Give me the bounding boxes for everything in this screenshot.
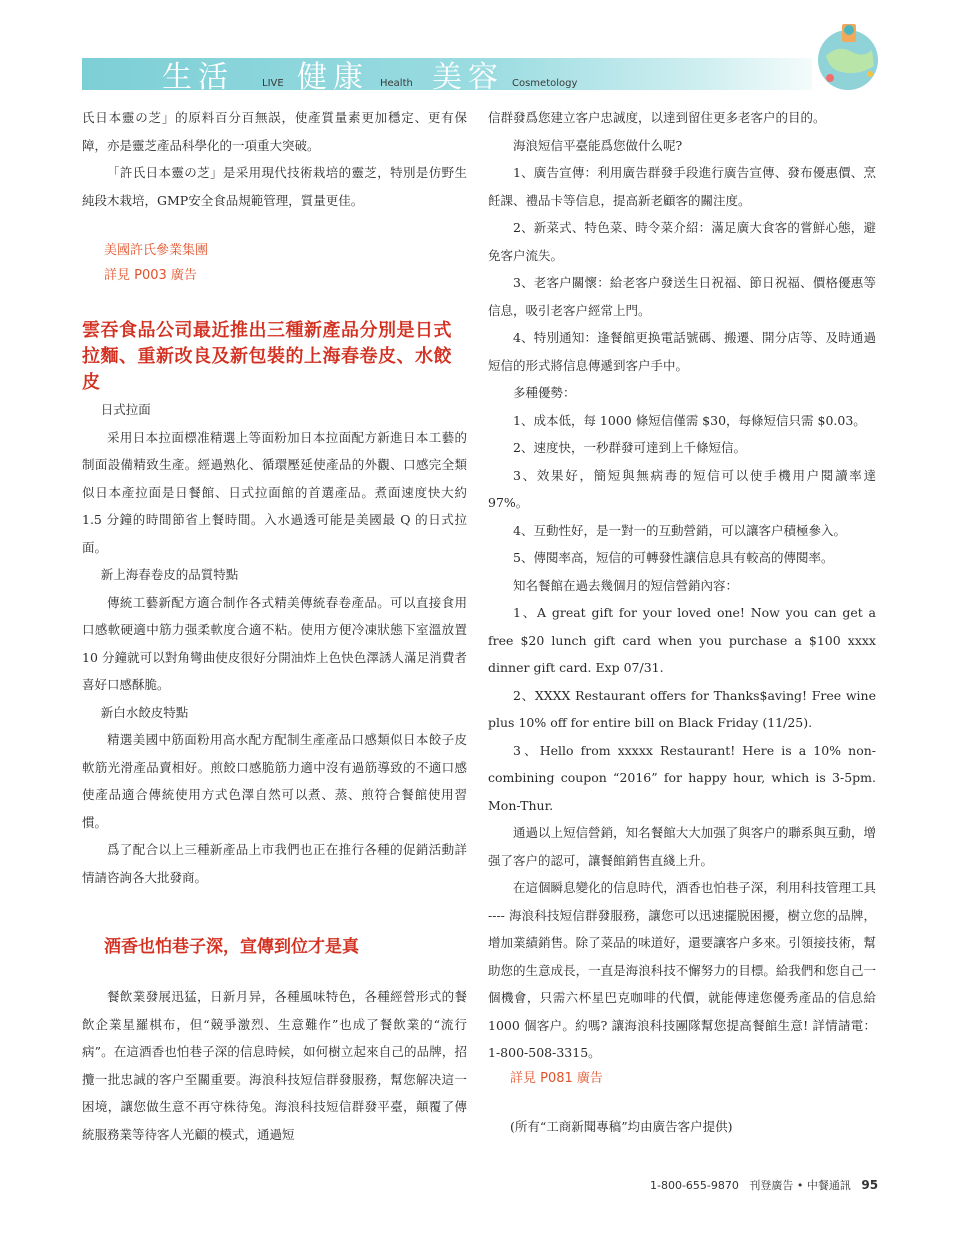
right-paragraph-intro: 信群發爲您建立客户忠誠度，以達到留住更多老客户的目的。 [488,110,826,125]
list-item: 4、特別通知：逢餐館更换電話號碼、搬遷、開分店等、及時通過短信的形式將信息傳遞到客户手中。 [488,330,876,373]
left-column-products [82,396,467,891]
right-question: 海浪短信平臺能爲您做什么呢? [513,137,683,153]
footer-phone: 1-800-655-9870 [650,1179,739,1192]
advantages-title: 多種優勢： [513,385,576,400]
globe-illustration-icon [808,16,888,96]
page-number: 95 [861,1178,879,1192]
section-title-springroll: 新上海春卷皮的品質特點 [100,567,239,582]
right-column [488,104,876,1067]
left-paragraph-sms: 餐飲業發展迅猛，日新月异，各種風味特色，各種經營形式的餐飲企業星羅棋布，但“競爭激烈、生意難作”也成了餐飲業的“流行病”。在這酒香也怕巷子深的信息時候，如何樹立起來自己的品牌，招攬一批忠誠的客户至關重要。海浪科技短信群發服務，幫您解决這一困境，讓您做生意不再守株待兔。海浪科技短信群發平臺，顛覆了傳統服務業等待客人光顧的模式，通過短 [82,989,467,1142]
section-body-ramen: 采用日本拉面標准精選上等面粉加日本拉面配方新進日本工藝的制面設備精致生產。經過熟化、循環壓延使產品的外觀、口感完全類似日本產拉面是日餐館、日式拉面館的首選產品。煮面速度快大約 1.5 分鐘的時間節省上餐時間。入水過透可能是美國最 Q 的日式拉面。 [82,429,467,555]
list-item: 1、廣告宣傳：利用廣告群發手段進行廣告宣傳、發布優惠價、烹飪課、禮品卡等信息，提高新老顧客的關注度。 [488,165,876,208]
list-item: 2、新菜式、特色菜、時令菜介紹：滿足廣大食客的嘗鮮心態，避免客户流失。 [488,220,876,263]
example-sms: 2、XXXX Restaurant offers for Thanks$aving! Free wine plus 10% off for entire bill on Black Friday (11/25). [488,687,876,730]
left-paragraph-intro: 氏日本靈の芝」的原料百分百無誤，使產質量素更加穩定、更有保障，亦是靈芝產品科學化的一項重大突破。 [82,110,467,153]
right-paragraph-closing: 在這個瞬息變化的信息時代，酒香也怕巷子深，利用科技管理工具 ---- 海浪科技短信群發服務，讓您可以迅速擺脱困擾，樹立您的品牌，增加業績銷售。除了菜品的味道好，還要讓客户多來。引領接技術，幫助您的生意成長，一直是海浪科技不懈努力的目標。給我們和您自己一個機會，只需六杯星巴克咖啡的代價，就能傳達您優秀產品的信息給 1000 個客户。約嗎? 讓海浪科技團隊幫您提高餐館生意! 詳情請電：1-800-508-3315。 [488,880,876,1060]
footer-publication: 刊登廣告 • 中餐通訊 [749,1179,851,1192]
section-closing: 爲了配合以上三種新產品上市我們也正在推行各種的促銷活動詳情請咨詢各大批發商。 [82,842,467,885]
advantage-item: 3、效果好，簡短與無病毒的短信可以使手機用户閱讀率達 97%。 [488,467,876,510]
section-banner [82,58,812,95]
left-paragraph-lingzhi: 「許氏日本靈の芝」是采用現代技術栽培的靈芝，特別是仿野生純段木栽培，GMP安全食品規範管理，質量更佳。 [82,165,467,208]
advantage-item: 2、速度快，一秒群發可達到上千條短信。 [513,440,746,455]
section-title-ramen: 日式拉面 [100,402,151,417]
banner-word-health: 健康 [297,60,369,95]
ad-reference-2: 詳見 P081 廣告 [510,1071,603,1086]
article-headline: 雲吞食品公司最近推出三種新產品分別是日式拉麵、重新改良及新包裝的上海春卷皮、水餃皮 [82,320,452,393]
ad-page-ref: 詳見 P003 廣告 [104,268,197,283]
article-headline-2: 酒香也怕巷子深，宣傳到位才是真 [104,937,359,957]
left-column-sms [82,983,467,1148]
right-paragraph-result: 通過以上短信營銷，知名餐館大大加强了與客户的聯系與互動，增强了客户的認可，讓餐館銷售直綫上升。 [488,825,876,868]
banner-word-live: LIVE [262,78,284,89]
example-sms: 3、Hello from xxxxx Restaurant! Here is a 10% non-combining coupon “2016” for happy hour, which is 3-5pm. Mon-Thur. [488,742,876,813]
banner-word-health-en: Health [380,78,413,89]
advantage-item: 4、互動性好，是一對一的互動營銷，可以讓客户積極參入。 [513,522,846,538]
example-sms: 1、A great gift for your loved one! Now you can get a free $20 lunch gift card when you purchase a $100 xxxx dinner gift card. Exp 07/31. [488,605,876,675]
advantage-item: 1、成本低，每 1000 條短信僅需 $30，每條短信只需 $0.03。 [513,412,866,428]
section-title-dumpling: 新白水餃皮特點 [100,704,189,720]
page-footer [650,1177,878,1193]
ad-company-name: 美國許氏參業集團 [104,243,209,258]
list-item: 3、老客户關懷：給老客户發送生日祝福、節日祝福、價格優惠等信息，吸引老客户經常上門。 [488,275,876,318]
banner-word-life: 生活 [162,60,234,95]
banner-word-cosmetology: Cosmetology [512,78,578,89]
section-body-springroll: 傳統工藝新配方適合制作各式精美傳統春卷產品。可以直接食用口感軟硬適中筋力强柔軟度合適不粘。使用方便冷凍狀態下室溫放置 10 分鐘就可以對角彎曲使皮很好分開油炸上色快色澤誘人滿足消費者喜好口感酥脆。 [82,594,467,692]
ad-reference-1 [104,238,208,288]
left-column [82,104,467,214]
advantage-item: 5、傳閱率高，短信的可轉發性讓信息具有較高的傳閱率。 [513,550,834,565]
section-body-dumpling: 精選美國中筋面粉用高水配方配制生產產品口感類似日本餃子皮軟筋光滑產品賣相好。煎餃口感脆筋力適中沒有過筋導致的不適口感使產品適合傳統使用方式色澤自然可以煮、蒸、煎符合餐館使用習慣。 [82,732,467,830]
source-note: (所有“工商新聞專稿”均由廣告客户提供) [510,1119,733,1134]
examples-title: 知名餐館在過去幾個月的短信營銷內容： [513,577,739,593]
banner-word-beauty: 美容 [432,60,504,95]
